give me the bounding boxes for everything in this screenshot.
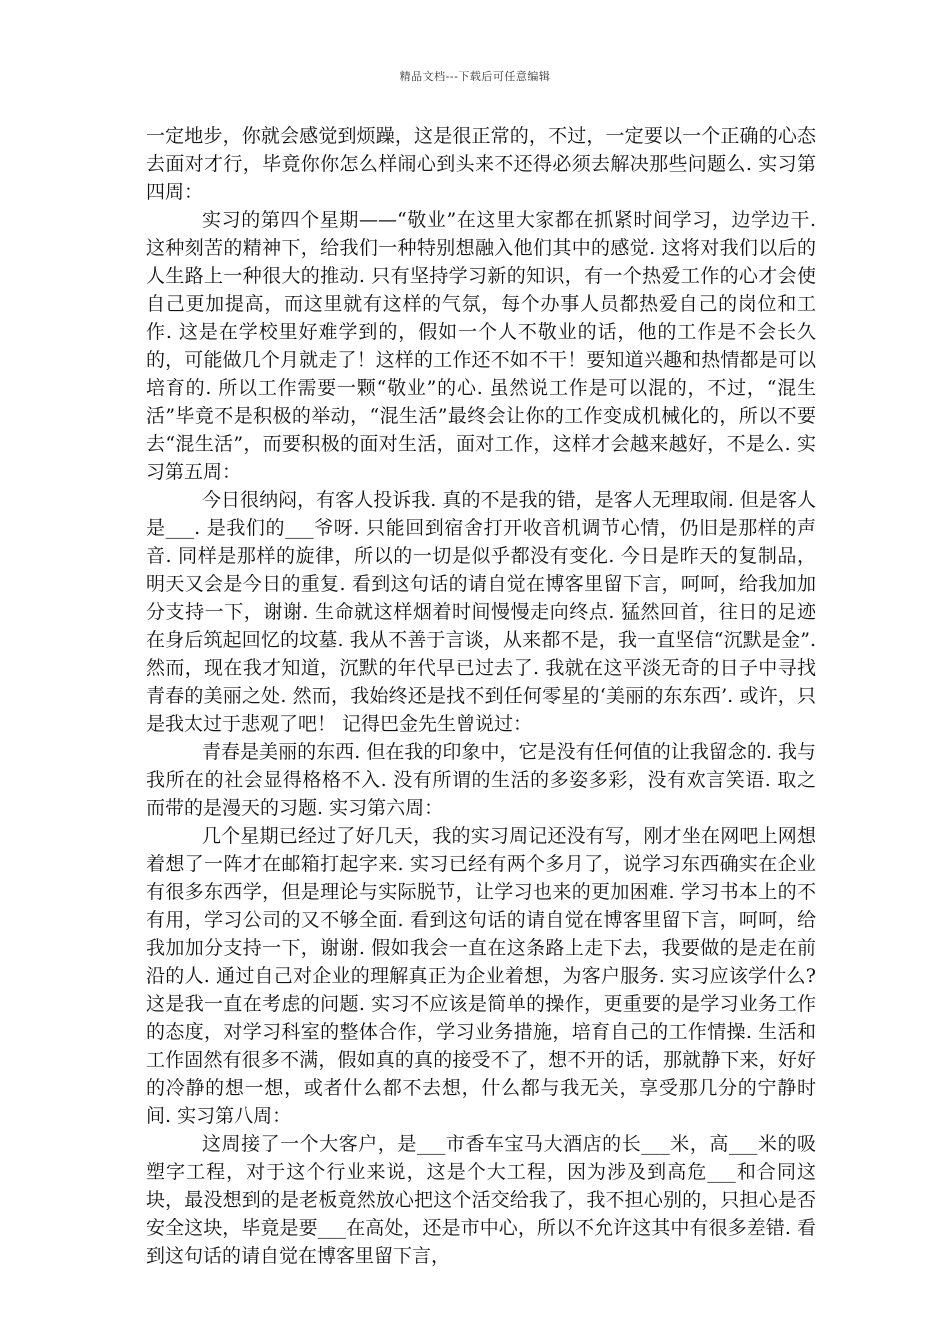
document-body bbox=[146, 122, 816, 1270]
page-header: 精品文档---下载后可任意编辑 bbox=[399, 70, 551, 83]
paragraph-1: 一定地步，你就会感觉到烦躁，这是很正常的，不过，一定要以一个正确的心态去面对才行，毕竟你你怎么样闹心到头来不还得必须去解决那些问题么. 实习第四周： bbox=[146, 125, 816, 203]
paragraph-3: 今日很纳闷，有客人投诉我. 真的不是我的错，是客人无理取闹. 但是客人是___. 是我们的___爷呀. 只能回到宿舍打开收音机调节心情，仍旧是那样的声音. 同样是那样的旋律，所以的一切是似乎都没有变化. 今日是昨天的复制品，明天又会是今日的重复. 看到这句话的请自觉在博客里留下言，呵呵，给我加加分支持一下，谢谢. 生命就这样烟着时间慢慢走向终点. 猛然回首，往日的足迹在身后筑起回忆的坟墓. 我从不善于言谈，从来都不是，我一直坚信“沉默是金”. 然而，现在我才知道，沉默的年代早已过去了. 我就在这平淡无奇的日子中寻找青春的美丽之处. 然而，我始终还是找不到任何零星的‘美丽的东东西’. 或许，只是我太过于悲观了吧！ 记得巴金先生曾说过： bbox=[146, 489, 816, 735]
paragraph-2: 实习的第四个星期——“敬业”在这里大家都在抓紧时间学习，边学边干. 这种刻苦的精神下，给我们一种特别想融入他们其中的感觉. 这将对我们以后的人生路上一种很大的推动. 只有坚持学习新的知识，有一个热爱工作的心才会使自己更加提高，而这里就有这样的气氛，每个办事人员都热爱自己的岗位和工作. 这是在学校里好难学到的，假如一个人不敬业的话，他的工作是不会长久的，可能做几个月就走了！这样的工作还不如不干！要知道兴趣和热情都是可以培育的. 所以工作需要一颗“敬业”的心. 虽然说工作是可以混的，不过，“混生活”毕竟不是积极的举动，“混生活”最终会让你的工作变成机械化的，所以不要去“混生活”，而要积极的面对生活，面对工作，这样才会越来越好，不是么. 实习第五周： bbox=[146, 209, 816, 483]
paragraph-6: 这周接了一个大客户，是___市香车宝马大酒店的长___米，高___米的吸塑字工程，对于这个行业来说，这是个大工程，因为涉及到高危___和合同这块，最没想到的是老板竟然放心把这个活交给我了，我不担心别的，只担心是否安全这块，毕竟是要___在高处，还是市中心，所以不允许这其中有很多差错. 看到这句话的请自觉在博客里留下言， bbox=[146, 1133, 816, 1267]
paragraph-5: 几个星期已经过了好几天，我的实习周记还没有写，刚才坐在网吧上网想着想了一阵才在邮箱打起字来. 实习已经有两个多月了，说学习东西确实在企业有很多东西学，但是理论与实际脱节，让学习也来的更加困难. 学习书本上的不有用，学习公司的又不够全面. 看到这句话的请自觉在博客里留下言，呵呵，给我加加分支持一下，谢谢. 假如我会一直在这条路上走下去，我要做的是走在前沿的人. 通过自己对企业的理解真正为企业着想，为客户服务. 实习应该学什么?这是我一直在考虑的问题. 实习不应该是简单的操作，更重要的是学习业务工作的态度，对学习科室的整体合作，学习业务措施，培育自己的工作情操. 生活和工作固然有很多不满，假如真的真的接受不了，想不开的话，那就静下来，好好的冷静的想一想，或者什么都不去想，什么都与我无关，享受那几分的宁静时间. 实习第八周： bbox=[146, 825, 816, 1127]
paragraph-4: 青春是美丽的东西. 但在我的印象中，它是没有任何值的让我留念的. 我与我所在的社会显得格格不入. 没有所谓的生活的多姿多彩，没有欢言笑语. 取之而带的是漫天的习题. 实习第六周： bbox=[146, 741, 816, 819]
